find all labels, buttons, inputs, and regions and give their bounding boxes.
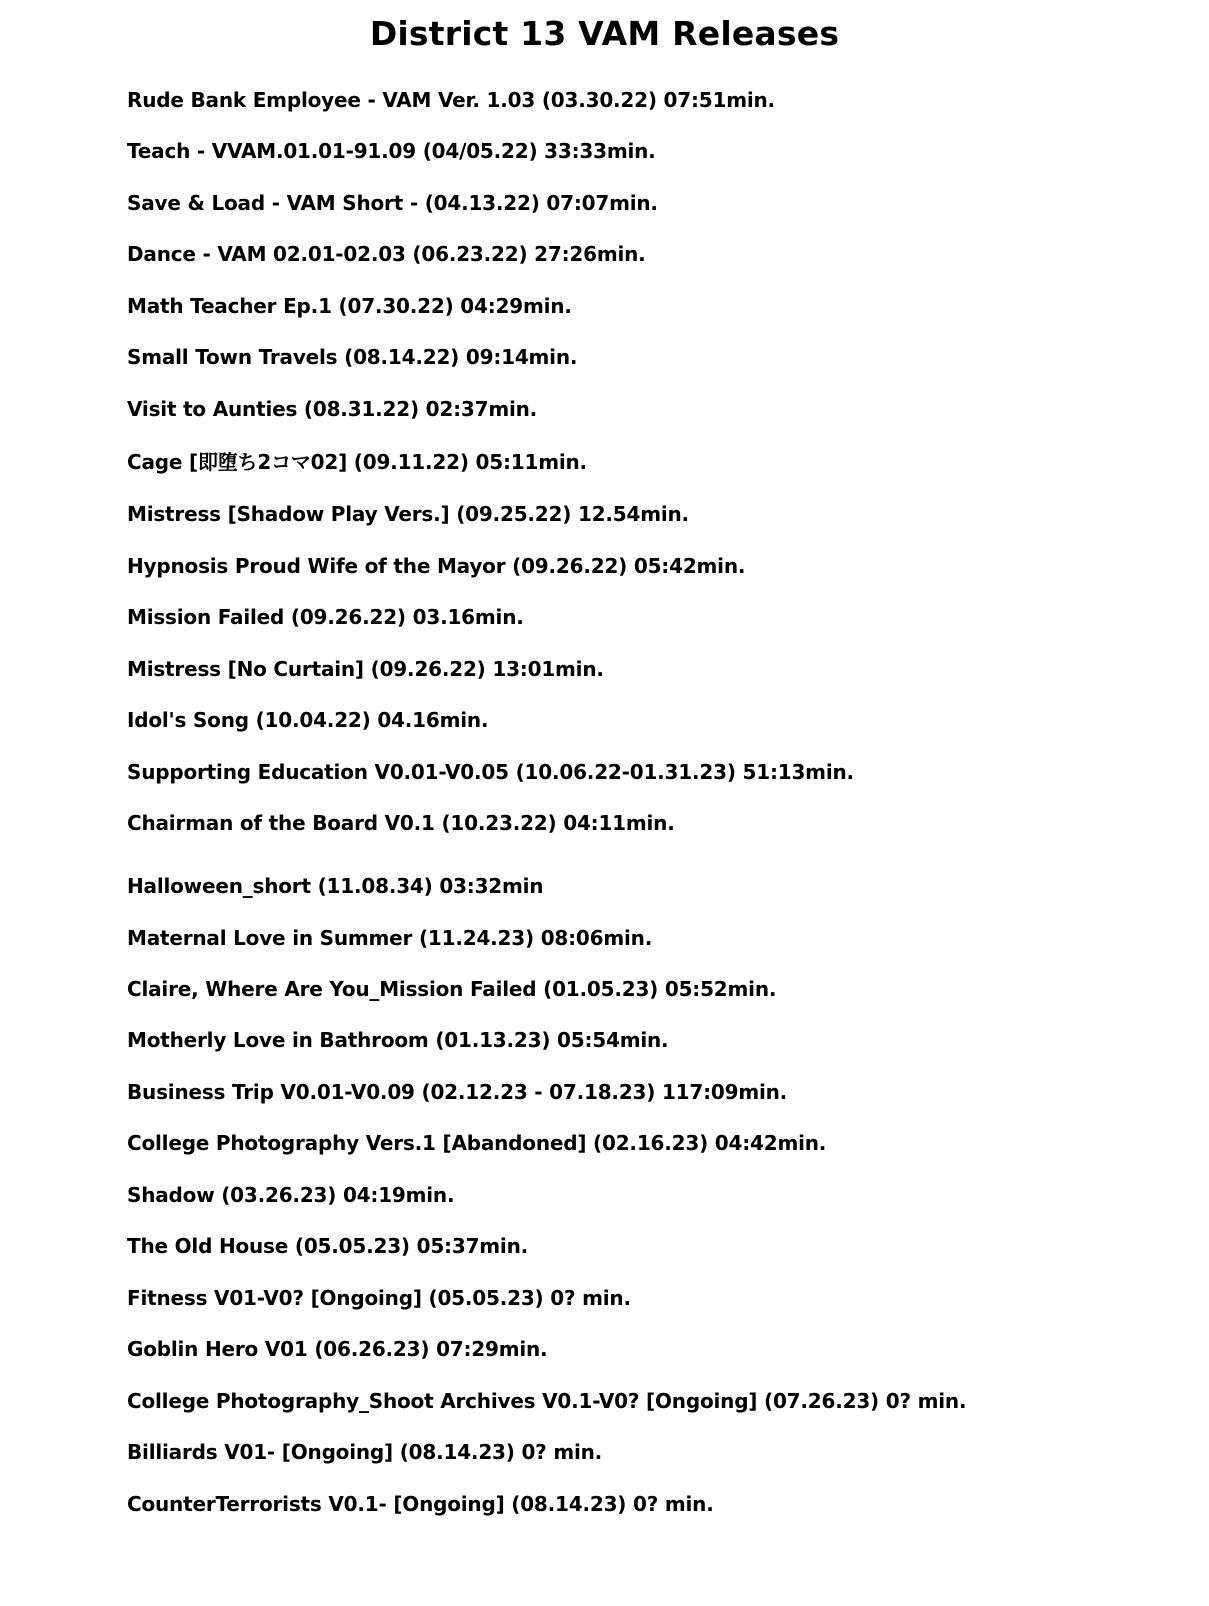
release-item: Fitness V01-V0? [Ongoing] (05.05.23) 0? min. (127, 1286, 631, 1310)
release-item: Visit to Aunties (08.31.22) 02:37min. (127, 397, 538, 421)
release-item: Dance - VAM 02.01-02.03 (06.23.22) 27:26min. (127, 242, 646, 266)
release-item: Hypnosis Proud Wife of the Mayor (09.26.22) 05:42min. (127, 554, 746, 578)
release-item: CounterTerrorists V0.1- [Ongoing] (08.14.23) 0? min. (127, 1492, 714, 1516)
release-item: Rude Bank Employee - VAM Ver. 1.03 (03.30.22) 07:51min. (127, 88, 775, 112)
release-item: College Photography Vers.1 [Abandoned] (02.16.23) 04:42min. (127, 1131, 827, 1155)
release-item: Math Teacher Ep.1 (07.30.22) 04:29min. (127, 294, 572, 318)
release-item: Mission Failed (09.26.22) 03.16min. (127, 605, 524, 629)
release-item: Cage [即堕ち2コマ02] (09.11.22) 05:11min. (127, 450, 587, 474)
release-item: Halloween_short (11.08.34) 03:32min (127, 874, 544, 898)
page-title: District 13 VAM Releases (369, 14, 840, 53)
release-item: The Old House (05.05.23) 05:37min. (127, 1234, 529, 1258)
release-item: Mistress [Shadow Play Vers.] (09.25.22) 12.54min. (127, 502, 689, 526)
release-item: Chairman of the Board V0.1 (10.23.22) 04:11min. (127, 811, 675, 835)
release-item: Idol's Song (10.04.22) 04.16min. (127, 708, 489, 732)
release-item: Mistress [No Curtain] (09.26.22) 13:01min. (127, 657, 604, 681)
release-item: Save & Load - VAM Short - (04.13.22) 07:07min. (127, 191, 658, 215)
release-item: Teach - VVAM.01.01-91.09 (04/05.22) 33:33min. (127, 139, 656, 163)
release-item: Maternal Love in Summer (11.24.23) 08:06min. (127, 926, 653, 950)
release-item: Goblin Hero V01 (06.26.23) 07:29min. (127, 1337, 548, 1361)
release-item: Small Town Travels (08.14.22) 09:14min. (127, 345, 578, 369)
release-item: Supporting Education V0.01-V0.05 (10.06.22-01.31.23) 51:13min. (127, 760, 854, 784)
release-item: Claire, Where Are You_Mission Failed (01.05.23) 05:52min. (127, 977, 777, 1001)
release-item: College Photography_Shoot Archives V0.1-V0? [Ongoing] (07.26.23) 0? min. (127, 1389, 967, 1413)
release-item: Motherly Love in Bathroom (01.13.23) 05:54min. (127, 1028, 669, 1052)
release-item: Billiards V01- [Ongoing] (08.14.23) 0? min. (127, 1440, 603, 1464)
release-item: Shadow (03.26.23) 04:19min. (127, 1183, 455, 1207)
release-item: Business Trip V0.01-V0.09 (02.12.23 - 07.18.23) 117:09min. (127, 1080, 788, 1104)
